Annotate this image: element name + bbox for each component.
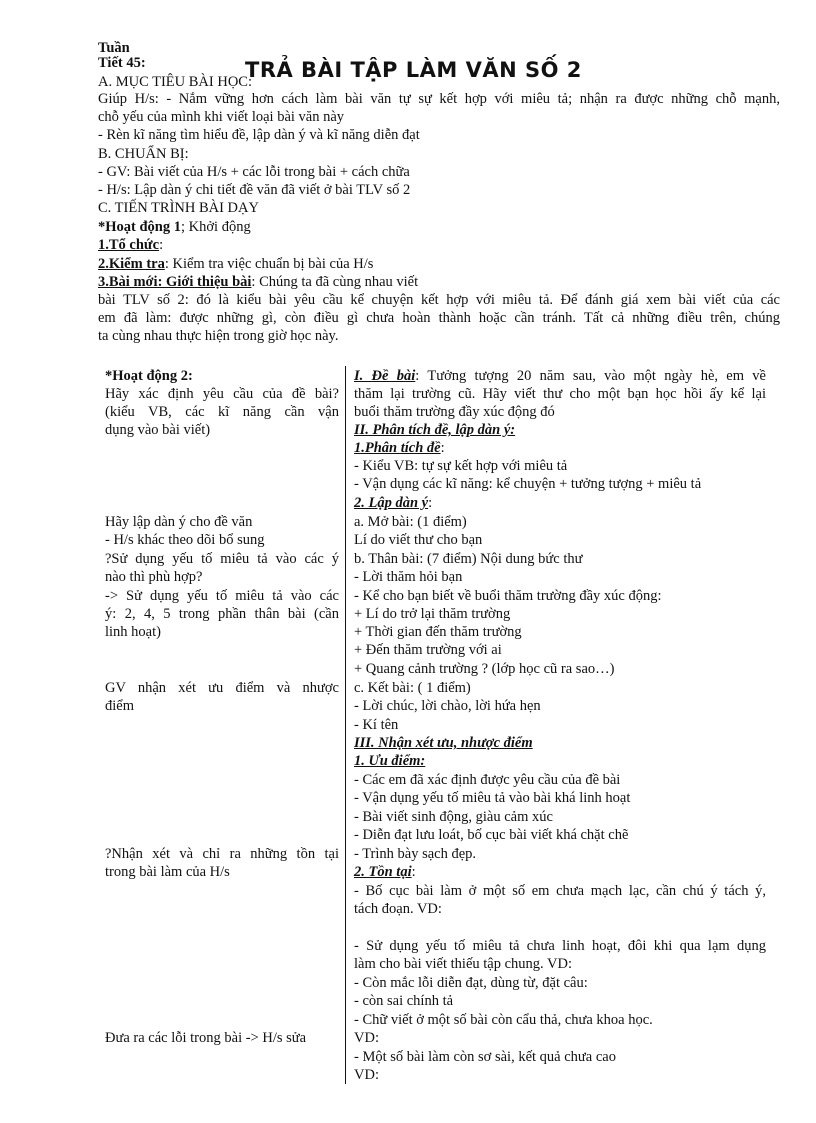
activity-1-label: *Hoạt động 1	[98, 219, 181, 235]
left-q2-line-3: ?Sử dụng yếu tố miêu tả vào các ý	[105, 551, 339, 567]
topic-label: I. Đề bài	[354, 368, 416, 384]
topic-line-3: buổi thăm trường đầy xúc động đó	[354, 404, 555, 420]
objective-line-2: chỗ yếu của mình khi viết loại bài văn này	[98, 109, 345, 125]
left-q1-line-2: (kiểu VB, các kĩ năng cần vận	[105, 404, 339, 420]
body-greeting: - Lời thăm hỏi bạn	[354, 569, 463, 585]
strength-3: - Bài viết sinh động, giàu cảm xúc	[354, 809, 553, 825]
weaknesses-label: 2. Tồn tại	[354, 864, 412, 880]
weakness-4: - còn sai chính tả	[354, 993, 454, 1009]
strength-2: - Vận dụng yếu tố miêu tả vào bài khá linh hoạt	[354, 790, 631, 806]
weakness-3: - Còn mắc lỗi diễn đạt, dùng từ, đặt câu:	[354, 975, 588, 991]
left-q2-line-4: nào thì phù hợp?	[105, 569, 203, 585]
topic-line-1	[354, 367, 766, 385]
activity-2-heading: *Hoạt động 2:	[105, 368, 193, 384]
lesson-number: Tiết 45:	[98, 55, 146, 71]
weaknesses-colon: :	[411, 864, 416, 880]
activity-1-text: ; Khởi động	[181, 219, 251, 235]
weakness-5: - Chữ viết ở một số bài còn cẩu thả, chưa khoa học.	[354, 1012, 653, 1028]
left-q2-line-1: Hãy lập dàn ý cho đề văn	[105, 514, 253, 530]
activity-1-line	[98, 219, 251, 236]
left-q3-line-1: GV nhận xét ưu điểm và nhược	[105, 680, 339, 696]
strength-1: - Các em đã xác định được yêu cầu của đề bài	[354, 772, 621, 788]
section-c-heading: C. TIẾN TRÌNH BÀI DẠY	[98, 200, 259, 216]
intro-paragraph-line-3: ta cùng nhau thực hiện trong giờ học này.	[98, 328, 339, 344]
analysis-heading	[354, 439, 445, 457]
left-q2-line-7: linh hoạt)	[105, 624, 161, 640]
topic-line-2: thăm lại trường cũ. Hãy viết thư cho một bạn học hồi ấy kể lại	[354, 386, 766, 402]
intro-paragraph-line-2: em đã làm: được những gì, còn điều gì chưa hoàn thành hoặc cần tránh. Tất cả những điều trên, chúng	[98, 310, 780, 326]
page-title: TRẢ BÀI TẬP LÀM VĂN SỐ 2	[245, 58, 582, 82]
new-lesson-label: 3.Bài mới: Giới thiệu bài	[98, 274, 252, 290]
strength-5: - Trình bày sạch đẹp.	[354, 846, 477, 862]
closing-line: c. Kết bài: ( 1 điểm)	[354, 680, 471, 696]
body-time: + Thời gian đến thăm trường	[354, 624, 522, 640]
weakness-6: - Một số bài làm còn sơ sài, kết quả chưa cao	[354, 1049, 616, 1065]
analysis-label: 1.Phân tích đề	[354, 440, 441, 456]
section-iii-heading: III. Nhận xét ưu, nhược điểm	[354, 735, 533, 751]
example-label-1: VD:	[354, 1030, 379, 1046]
topic-text: : Tưởng tượng 20 năm sau, vào một ngày hè, em về	[415, 368, 766, 384]
left-q4-line-2: trong bài làm của H/s	[105, 864, 230, 880]
closing-signature: - Kí tên	[354, 717, 399, 733]
column-divider	[345, 366, 346, 1084]
weakness-2-line-1: - Sử dụng yếu tố miêu tả chưa linh hoạt, đôi khi qua lạm dụng	[354, 938, 766, 954]
body-scenery: + Quang cảnh trường ? (lớp học cũ ra sao…)	[354, 661, 615, 677]
body-reason: + Lí do trở lại thăm trường	[354, 606, 511, 622]
left-q2-line-5: -> Sử dụng yếu tố miêu tả vào các	[105, 588, 339, 604]
body-story: - Kể cho bạn biết về buổi thăm trường đầy xúc động:	[354, 588, 662, 604]
skills-applied-line: - Vận dụng các kĩ năng: kể chuyện + tưởng tượng + miêu tả	[354, 476, 702, 492]
outline-colon: :	[428, 495, 433, 511]
outline-label: 2. Lập dàn ý	[354, 495, 429, 511]
opening-reason: Lí do viết thư cho bạn	[354, 532, 483, 548]
text-type-line: - Kiểu VB: tự sự kết hợp với miêu tả	[354, 458, 568, 474]
example-label-2: VD:	[354, 1067, 379, 1083]
week-label: Tuần	[98, 40, 130, 56]
weakness-1-line-2: tách đoạn. VD:	[354, 901, 442, 917]
organization-label: 1.Tổ chức	[98, 237, 160, 253]
skills-line: - Rèn kĩ năng tìm hiểu đề, lập dàn ý và kĩ năng diễn đạt	[98, 127, 420, 143]
analysis-colon: :	[440, 440, 445, 456]
left-q1-line-1: Hãy xác định yêu cầu của đề bài?	[105, 386, 339, 402]
closing-wishes: - Lời chúc, lời chào, lời hứa hẹn	[354, 698, 541, 714]
strengths-heading: 1. Ưu điểm:	[354, 753, 426, 769]
weakness-1-line-1: - Bố cục bài làm ở một số em chưa mạch lạc, cần chú ý tách ý,	[354, 883, 766, 899]
body-companion: + Đến thăm trường với ai	[354, 642, 502, 658]
left-q4-line-1: ?Nhận xét và chỉ ra những tồn tại	[105, 846, 339, 862]
objective-line-1: Giúp H/s: - Nắm vững hơn cách làm bài văn tự sự kết hợp với miêu tả; nhận ra được những chỗ mạnh,	[98, 91, 780, 107]
new-lesson-text: : Chúng ta đã cùng nhau viết	[251, 274, 419, 290]
left-q2-line-2: - H/s khác theo dõi bổ sung	[105, 532, 265, 548]
left-q3-line-2: điểm	[105, 698, 134, 714]
section-ii-heading: II. Phân tích đề, lập dàn ý:	[354, 422, 516, 438]
body-line: b. Thân bài: (7 điểm) Nội dung bức thư	[354, 551, 583, 567]
organization-line	[98, 237, 163, 254]
strength-4: - Diễn đạt lưu loát, bố cục bài viết khá chặt chẽ	[354, 827, 629, 843]
teacher-prep: - GV: Bài viết của H/s + các lỗi trong bài + cách chữa	[98, 164, 410, 180]
student-prep: - H/s: Lập dàn ý chi tiết đề văn đã viết ở bài TLV số 2	[98, 182, 411, 198]
new-lesson-line	[98, 274, 418, 291]
organization-colon: :	[159, 237, 164, 253]
outline-heading	[354, 494, 432, 512]
opening-line: a. Mở bài: (1 điểm)	[354, 514, 467, 530]
weakness-2-line-2: làm cho bài viết thiếu tập chung. VD:	[354, 956, 572, 972]
left-q5-line: Đưa ra các lỗi trong bài -> H/s sửa	[105, 1030, 307, 1046]
left-q1-line-3: dụng vào bài viết)	[105, 422, 211, 438]
weaknesses-heading	[354, 863, 416, 881]
section-a-heading: A. MỤC TIÊU BÀI HỌC:	[98, 74, 252, 90]
left-q2-line-6: ý: 2, 4, 5 trong phần thân bài (cần	[105, 606, 339, 622]
check-line	[98, 256, 373, 273]
check-label: 2.Kiểm tra	[98, 256, 165, 272]
section-b-heading: B. CHUẨN BỊ:	[98, 146, 189, 162]
check-text: : Kiểm tra việc chuẩn bị bài của H/s	[164, 256, 374, 272]
intro-paragraph-line-1: bài TLV số 2: đó là kiểu bài yêu cầu kể chuyện kết hợp với miêu tả. Để đánh giá xem bài viết của các	[98, 292, 780, 308]
